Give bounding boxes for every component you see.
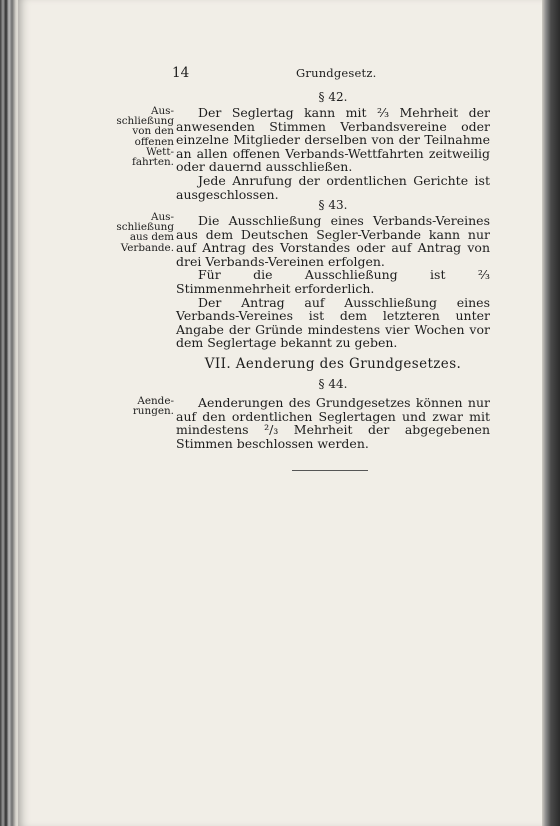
margin-note-line: von den — [132, 125, 174, 138]
margin-note-line: offenen — [134, 135, 174, 148]
margin-note-line: fahrten. — [131, 156, 174, 169]
margin-note-ausschliessung-verband — [96, 212, 174, 253]
margin-note-line: Aende- — [137, 395, 174, 407]
margin-note-line: Aus- — [150, 211, 174, 223]
margin-note-line: Aus- — [150, 105, 174, 117]
margin-note-line: rungen. — [132, 405, 174, 418]
margin-note-line: schließung — [116, 115, 174, 128]
paragraph: Aenderungen des Grundgesetzes können nur auf den ordentlichen Seglertagen und zwar mit mindestens ²/₃ Mehrheit der abgegebenen Stimmen beschlossen werden. — [176, 395, 490, 451]
margin-note-line: schließung — [116, 221, 174, 234]
margin-note-ausschliessung-wettfahrten — [96, 106, 174, 167]
chapter-heading: VII. Aenderung des Grundgesetzes. — [204, 356, 462, 372]
end-rule — [292, 470, 368, 471]
margin-note-aenderungen — [96, 396, 174, 416]
paragraph: Die Ausschließung eines Verbands-Vereines aus dem Deutschen Segler-Verbande kann nur auf Antrag des Vorstandes oder auf Antrag von drei Verbands-Vereinen erfolgen. — [176, 213, 490, 269]
section-mark-43: § 43. — [318, 198, 348, 212]
section-43-body — [176, 214, 490, 350]
page-number: 14 — [172, 65, 190, 81]
paragraph: Der Antrag auf Ausschließung eines Verbands-Vereines ist dem letzteren unter Angabe der Gründe mindestens vier Wochen vor dem Seglertage bekannt zu geben. — [176, 294, 490, 351]
section-mark-44: § 44. — [318, 377, 348, 391]
page-edge — [542, 0, 560, 826]
section-42-body — [176, 106, 490, 201]
running-title: Grundgesetz. — [296, 66, 377, 80]
running-head — [172, 65, 377, 81]
paragraph: Jede Anrufung der ordentlichen Gerichte ist ausgeschlossen. — [176, 172, 490, 202]
section-mark-42: § 42. — [318, 90, 348, 104]
paragraph: Für die Ausschließung ist ⅔ Stimmenmehrheit erforderlich. — [176, 267, 490, 296]
margin-note-line: aus dem — [129, 231, 174, 244]
section-44-body — [176, 396, 490, 450]
paragraph: Der Seglertag kann mit ⅔ Mehrheit der anwesenden Stimmen Verbandsvereine oder einzelne Mitglieder derselben von der Teilnahme an allen offenen Verbands-Wettfahrten zeitweilig oder dauernd ausschließen. — [176, 105, 490, 175]
margin-note-line: Wett- — [146, 145, 174, 158]
margin-note-line: Verbande. — [120, 241, 174, 254]
